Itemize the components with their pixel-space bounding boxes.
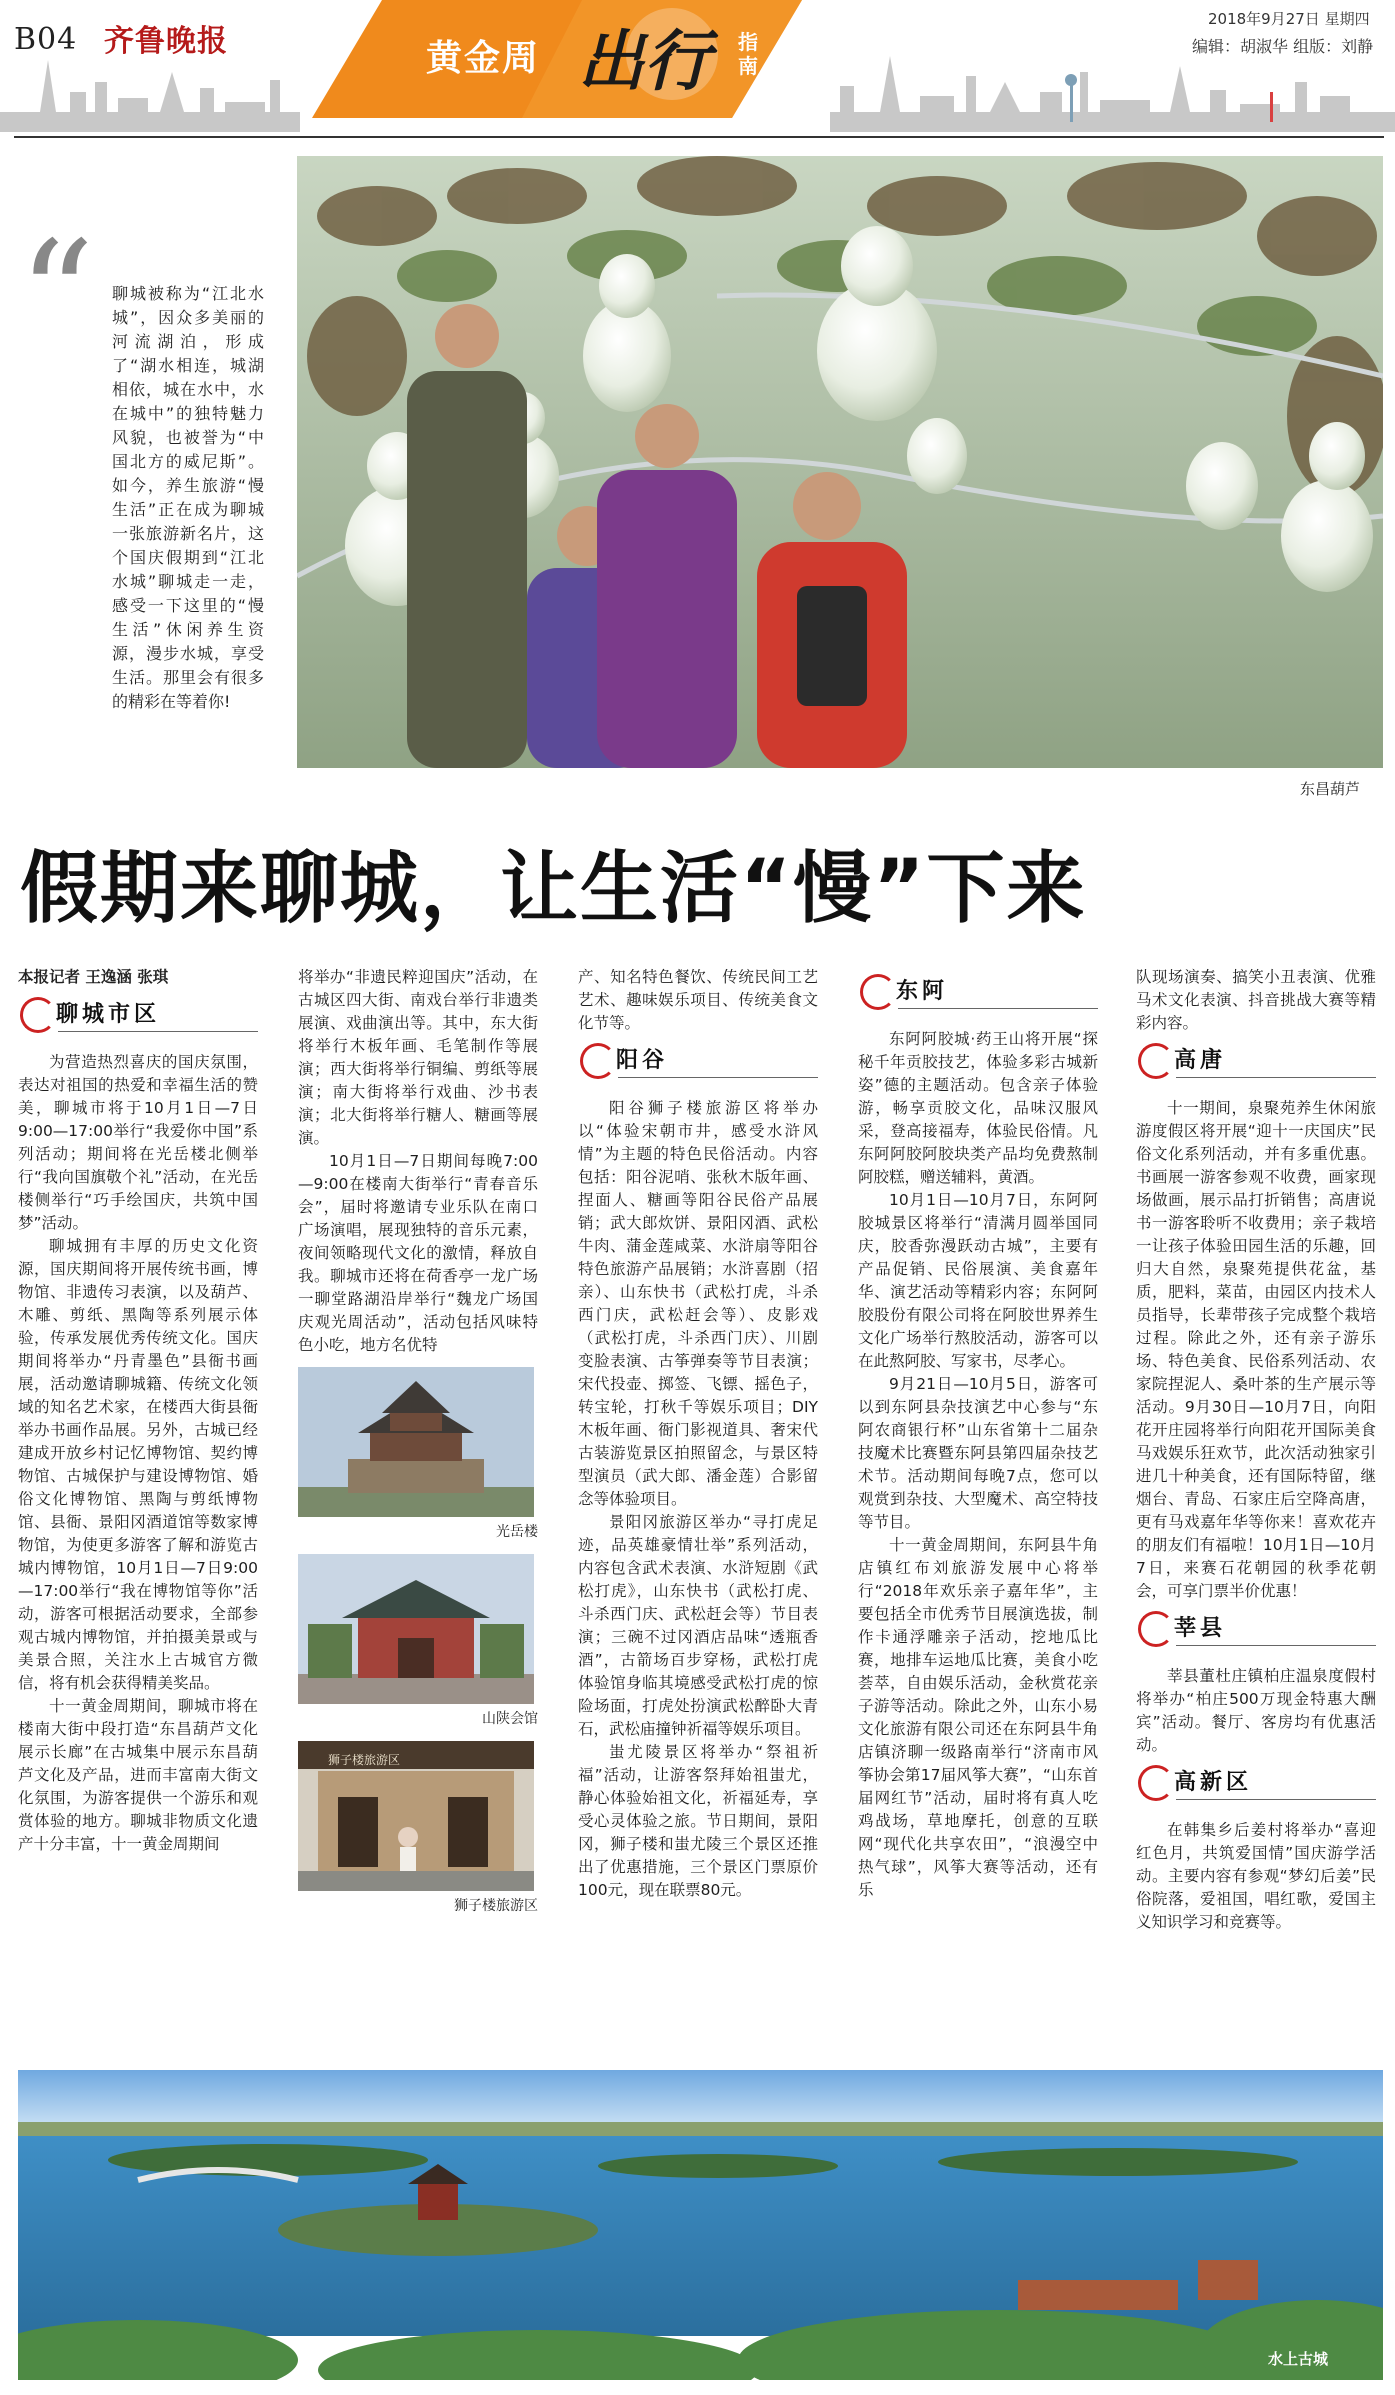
column-2 [298, 966, 538, 1928]
paragraph: 十一黄金周期间，聊城市将在楼南大街中段打造“东昌葫芦文化展示长廊”在古城集中展示东昌葫芦文化及产品，进而丰富南大街文化氛围，为游客提供一个游乐和观赏体验的地方。聊城非物质文化遗产十分丰富，十一黄金周期间 [18, 1697, 258, 1853]
section-title-gaoxin: 高新区 [1136, 1763, 1376, 1809]
paragraph: 产、知名特色餐饮、传统民间工艺艺术、趣味娱乐项目、传统美食文化节等。 [578, 968, 818, 1032]
column-3 [578, 966, 818, 1902]
paragraph: 10月1日—10月7日，东阿阿胶城景区将举行“清满月圆举国同庆，胶香弥漫跃动古城”，主要有产品促销、民俗展演、美食嘉年华、演艺活动等精彩内容；东阿阿胶股份有限公司将在阿胶世界养生文化广场举行熬胶活动，游客可以在此熬阿胶、写家书，尽孝心。 [858, 1191, 1098, 1370]
column-1 [18, 966, 258, 1856]
paragraph: 10月1日—7日期间每晚7:00—9:00在楼南大街举行“青春音乐会”，届时将邀请专业乐队在南口广场演唱，展现独特的音乐元素，夜间领略现代文化的激情，释放自我。聊城市还将在荷香亭一龙广场一聊堂路湖沿岸举行“魏龙广场国庆观光周活动”，活动包括风味特色小吃，地方名优特 [298, 1152, 538, 1354]
paragraph: 十一期间，泉聚苑养生休闲旅游度假区将开展“迎十一庆国庆”民俗文化系列活动，并有多重优惠。书画展一游客参观不收费，画家现场做画，展示品打折销售；高唐说书一游客聆听不收费用；亲子栽培一让孩子体验田园生活的乐趣，回归大自然，泉聚苑提供花盆，基质，肥料，菜苗，由园区内技术人员指导，长辈带孩子完成整个栽培过程。除此之外，还有亲子游乐场、特色美食、民俗系列活动、农家院捏泥人、桑叶茶的生产展示等活动。9月30日—10月7日，向阳花开庄园将举行向阳花开国际美食马戏娱乐狂欢节，此次活动独家引进几十种美食，还有国际特留，继烟台、青岛、石家庄后空降高唐，更有马戏嘉年华等你来！喜欢花卉的朋友们有福啦！10月1日—10月7日，来赛石花朝园的秋季花朝会，可享门票半价优惠！ [1136, 1099, 1376, 1600]
section-ring-icon [1138, 1765, 1174, 1801]
paragraph: 蚩尤陵景区将举办“祭祖祈福”活动，让游客祭拜始祖蚩尤，静心体验始祖文化，祈福延寿，享受心灵体验之旅。节日期间，景阳冈，狮子楼和蚩尤陵三个景区还推出了优惠措施，三个景区门票原价100元，现在联票80元。 [578, 1743, 818, 1899]
photo-caption: 狮子楼旅游区 [454, 1898, 538, 1914]
section-title-donga: 东阿 [858, 972, 1098, 1018]
gourd-harvest-photo [297, 156, 1383, 768]
byline: 本报记者 王逸涵 张琪 [18, 968, 169, 986]
paragraph: 将举办“非遗民粹迎国庆”活动，在古城区四大街、南戏台举行非遗类展演、戏曲演出等。其中，东大街将举行木板年画、毛笔制作等展演；西大街将举行铜编、剪纸等展演；南大街将举行戏曲、沙书表演；北大街将举行糖人、糖画等展演。 [298, 968, 538, 1147]
column-5 [1136, 966, 1376, 1934]
shizilou-sign: 狮子楼旅游区 [328, 1753, 401, 1767]
header-divider [14, 136, 1384, 138]
banner-title: 黄金周 [426, 38, 541, 79]
paragraph: 在韩集乡后姜村将举办“喜迎红色月，共筑爱国情”国庆游学活动。主要内容有参观“梦幻后姜”民俗院落，爱祖国，唱红歌，爱国主义知识学习和竞赛等。 [1136, 1821, 1376, 1931]
section-ring-icon [20, 997, 56, 1033]
banner-guide: 指南 [738, 30, 758, 78]
paragraph: 聊城拥有丰厚的历史文化资源，国庆期间将开展传统书画，博物馆、非遗传习表演，以及葫芦、木雕、剪纸、黑陶等系列展示体验，传承发展优秀传统文化。国庆期间将举办“丹青墨色”县衙书画展，活动邀请聊城籍、传统文化领域的知名艺术家，在楼西大街县衙举办书画作品展。另外，古城已经建成开放乡村记忆博物馆、契约博物馆、古城保护与建设博物馆、婚俗文化博物馆、黑陶与剪纸博物馆、县衙、景阳冈酒道馆等数家博物馆，为使更多游客了解和游览古城内博物馆，10月1日—7日9:00—17:00举行“我在博物馆等你”活动，游客可根据活动要求，全部参观古城内博物馆，并拍摄美景或与美景合照，关注水上古城官方微信，将有机会获得精美奖品。 [18, 1237, 258, 1692]
section-ring-icon [580, 1043, 616, 1079]
page-header [0, 0, 1395, 140]
intro-text: 聊城被称为“江北水城”，因众多美丽的河流湖泊，形成了“湖水相连，城湖相依，城在水中，水在城中”的独特魅力风貌，也被誉为“中国北方的威尼斯”。如今，养生旅游“慢生活”正在成为聊城一张旅游新名片，这个国庆假期到“江北水城”聊城走一走，感受一下这里的“慢生活”休闲养生资源，漫步水城，享受生活。那里会有很多的精彩在等着你! [112, 284, 264, 711]
section-title-xinxian: 莘县 [1136, 1609, 1376, 1655]
water-ancient-city-photo [18, 2070, 1383, 2380]
section-title-yanggu: 阳谷 [578, 1041, 818, 1087]
section-title-liaocheng: 聊城市区 [18, 995, 258, 1041]
gourd-photo-illustration [297, 156, 1383, 768]
paragraph: 9月21日—10月5日，游客可以到东阿县杂技演艺中心参与“东阿农商银行杯”山东省第十二届杂技魔术比赛暨东阿县第四届杂技艺术节。活动期间每晚7点，您可以观赏到杂技、大型魔术、高空特技等节目。 [858, 1375, 1098, 1531]
newspaper-name: 齐鲁晚报 [104, 24, 228, 59]
banner-chuxing: 出行 [578, 22, 710, 100]
section-ring-icon [1138, 1043, 1174, 1079]
editor-credit: 编辑：胡淑华 组版：刘静 [1192, 37, 1374, 56]
top-photo-caption: 东昌葫芦 [1300, 780, 1361, 798]
paragraph: 队现场演奏、搞笑小丑表演、优雅马术文化表演、抖音挑战大赛等精彩内容。 [1136, 968, 1376, 1032]
shanshan-hall-photo [298, 1554, 534, 1704]
quote-mark-icon: “ [18, 210, 95, 384]
paragraph: 十一黄金周期间，东阿县牛角店镇红布刘旅游发展中心将举行“2018年欢乐亲子嘉年华”，主要包括全市优秀节目展演选拔，制作卡通浮雕亲子活动，挖地瓜比赛，地排车运地瓜比赛，美食小吃荟萃，自由娱乐活动，金秋赏花亲子游等活动。除此之外，山东小易文化旅游有限公司还在东阿县牛角店镇济聊一级路南举行“济南市风筝协会第17届风筝大赛”，“山东首届网红节”活动，届时将有真人吃鸡战场，草地摩托，创意的互联网“现代化共享农田”，“浪漫空中热气球”，风筝大赛等活动，还有乐 [858, 1536, 1098, 1899]
section-ring-icon [860, 974, 896, 1010]
issue-date: 2018年9月27日 星期四 [1208, 10, 1370, 28]
section-title-gaotang: 高唐 [1136, 1041, 1376, 1087]
page-number: B04 [14, 22, 78, 57]
paragraph: 阳谷狮子楼旅游区将举办以“体验宋朝市井，感受水浒风情”为主题的特色民俗活动。内容包括：阳谷泥哨、张秋木版年画、捏面人、糖画等阳谷民俗产品展销；武大郎炊饼、景阳冈酒、武松牛肉、蒲金莲咸菜、水浒扇等阳谷特色旅游产品展销；水浒喜剧（招亲）、山东快书（武松打虎，斗杀西门庆，武松赶会等）、皮影戏（武松打虎，斗杀西门庆）、川剧变脸表演、古筝弹奏等节目表演；宋代投壶、掷签、飞镖、摇色子，转宝轮，打秋千等娱乐项目；DIY木板年画、衙门影视道具、奢宋代古装游览景区拍照留念，与景区特型演员（武大郎、潘金莲）合影留念等体验项目。 [578, 1099, 818, 1508]
paragraph: 为营造热烈喜庆的国庆氛围，表达对祖国的热爱和幸福生活的赞美，聊城市将于10月1日—7日9:00—17:00举行“我爱你中国”系列活动；期间将在光岳楼北侧举行“我向国旗敬个礼”活动，在光岳楼侧举行“巧手绘国庆，共筑中国梦”活动。 [18, 1053, 258, 1232]
main-headline: 假期来聊城，让生活“慢”下来 [20, 844, 1087, 934]
paragraph: 景阳冈旅游区举办“寻打虎足迹，品英雄豪情壮举”系列活动，内容包含武术表演、水浒短剧《武松打虎》，山东快书（武松打虎、斗杀西门庆、武松赶会等）节目表演；三碗不过冈酒店品味“透瓶香酒”，古箭场百步穿杨，武松打虎体验馆身临其境感受武松打虎的惊险场面，打虎处扮演武松醉卧大青石，武松庙撞钟祈福等娱乐项目。 [578, 1513, 818, 1738]
paragraph: 东阿阿胶城·药王山将开展“探秘千年贡胶技艺，体验多彩古城新姿”德的主题活动。包含亲子体验游，畅享贡胶文化，品味汉服风采，登高接福寿，体验民俗情。凡东阿阿胶阿胶块类产品均免费熬制阿胶糕，赠送辅料，黄酒。 [858, 1030, 1098, 1186]
shizilou-area-photo [298, 1741, 534, 1891]
landmark-skyline-illustration [0, 52, 1395, 132]
bottom-photo-caption: 水上古城 [1268, 2350, 1329, 2368]
photo-caption: 山陕会馆 [482, 1711, 538, 1727]
photo-caption: 光岳楼 [496, 1524, 538, 1540]
paragraph: 莘县董杜庄镇柏庄温泉度假村将举办“柏庄500万现金特惠大酬宾”活动。餐厅、客房均有优惠活动。 [1136, 1667, 1376, 1754]
section-ring-icon [1138, 1611, 1174, 1647]
guangyue-tower-photo [298, 1367, 534, 1517]
column-4 [858, 966, 1098, 1902]
